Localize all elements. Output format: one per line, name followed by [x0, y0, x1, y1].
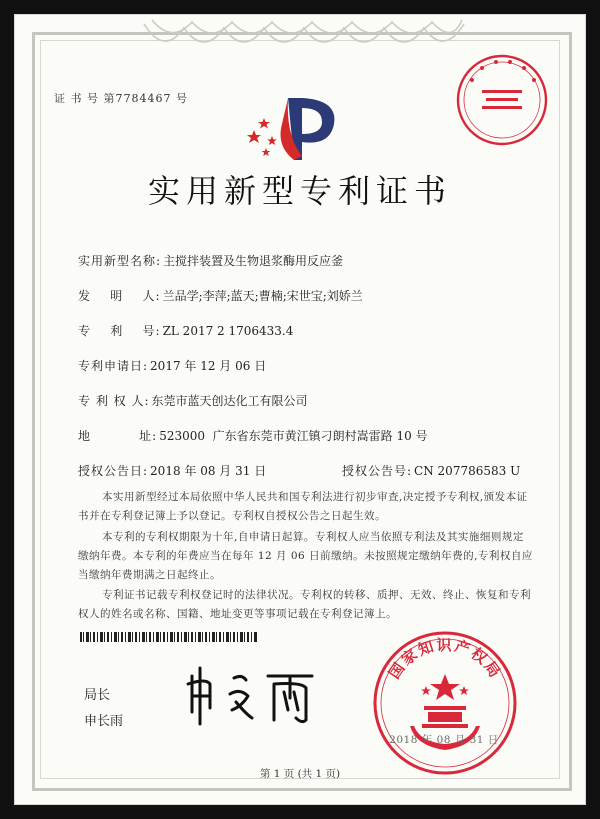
grant-date-field: [78, 462, 266, 479]
page-footer: 第 1 页 (共 1 页): [259, 768, 341, 780]
patent-number-value: ZL 2017 2 1706433.4: [162, 324, 294, 338]
director-name: 申长雨: [84, 714, 124, 729]
patent-number-label: 专 利 号:: [78, 324, 161, 338]
certificate-number-label: 证 书 号 第: [54, 92, 116, 105]
patentee-field: [78, 392, 308, 409]
grant-date-value: 2018 年 08 月 31 日: [150, 464, 267, 478]
agency-stamp-icon: [452, 50, 552, 150]
utility-name-value: 主搅拌装置及生物退浆酶用反应釜: [163, 254, 344, 268]
inventor-field: [78, 287, 363, 304]
utility-name-field: [78, 252, 343, 269]
grant-number-value: CN 207786583 U: [414, 464, 521, 478]
patent-office-logo-icon: [242, 90, 350, 164]
address-label: 地 址:: [78, 429, 158, 443]
top-ornament: [124, 14, 484, 62]
patentee-label: 专 利 权 人:: [78, 394, 150, 408]
utility-name-label: 实用新型名称:: [78, 254, 162, 268]
patent-number-field: [78, 322, 293, 339]
inventor-value: 兰品学;李萍;蓝天;曹楠;宋世宝;刘娇兰: [162, 289, 363, 303]
address-field: [78, 427, 428, 444]
inventor-label: 发 明 人:: [78, 289, 161, 303]
filing-date-value: 2017 年 12 月 06 日: [150, 359, 267, 373]
patent-office-seal-icon: [372, 630, 518, 776]
patentee-value: 东莞市蓝天创达化工有限公司: [151, 394, 308, 408]
grant-number-field: [342, 462, 520, 479]
statement-paragraph-2: 本专利的专利权期限为十年,自申请日起算。专利权人应当依照专利法及其实施细则规定缴纳年费。本专利的年费应当在每年 12 月 06 日前缴纳。未按照规定缴纳年费的,专利权自应当缴纳年费期满之日起终止。: [78, 531, 533, 581]
certificate-number-line: [54, 90, 188, 106]
signature-icon: [180, 654, 320, 734]
grant-date-label: 授权公告日:: [78, 464, 149, 478]
grant-number-label: 授权公告号:: [342, 464, 413, 478]
certificate-number-suffix: 号: [176, 92, 188, 105]
statement-paragraph-1: 本实用新型经过本局依照中华人民共和国专利法进行初步审查,决定授予专利权,颁发本证书并在专利登记簿上予以登记。专利权自授权公告之日起生效。: [78, 491, 528, 522]
address-value: 523000 广东省东莞市黄江镇刁朗村嵩雷路 10 号: [159, 429, 428, 443]
certificate-paper: [14, 14, 586, 805]
certificate-number: 7784467: [115, 92, 172, 105]
statement-paragraph-3: 专利证书记载专利权登记时的法律状况。专利权的转移、质押、无效、终止、恢复和专利权人的姓名或名称、国籍、地址变更等事项记载在专利登记簿上。: [78, 589, 531, 620]
filing-date-field: [78, 357, 266, 374]
seal-date: 2018 年 08 月 31 日: [389, 734, 499, 746]
filing-date-label: 专利申请日:: [78, 359, 149, 373]
barcode-icon: [80, 632, 258, 642]
seal-text: 国家知识产权局: [385, 636, 505, 683]
director-title: 局长: [84, 688, 111, 703]
certificate-title: 实用新型专利证书: [147, 172, 452, 210]
